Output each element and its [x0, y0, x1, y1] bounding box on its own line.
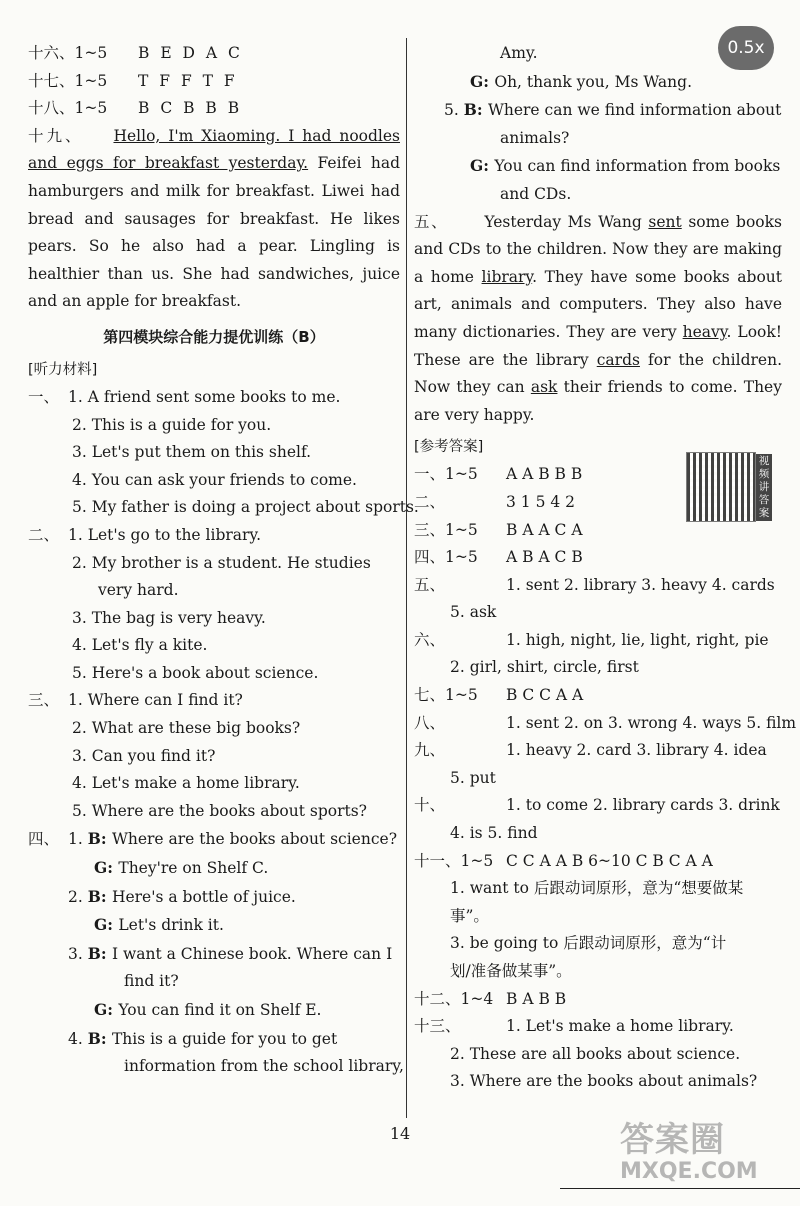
answer-label: 六、: [414, 630, 446, 649]
dialogue-text: find it?: [124, 972, 179, 991]
answer-value: 2. girl, shirt, circle, first: [450, 658, 639, 677]
answer-value: A A B B B: [506, 465, 583, 484]
answer-value: 1. heavy 2. card 3. library 4. idea: [506, 741, 767, 760]
answer-label: 十一、1~5: [414, 851, 494, 870]
speaker: B:: [87, 886, 112, 906]
listening-line: [28, 743, 400, 771]
listening-text: 3. The bag is very heavy.: [72, 608, 266, 627]
answer-line: [414, 903, 782, 931]
dialogue-line: [28, 968, 400, 996]
dialogue-line: [28, 911, 400, 940]
dialogue-line: [414, 125, 782, 153]
answer-label: 十、: [414, 796, 446, 815]
answer-line: [414, 1041, 782, 1069]
listening-text: 1. Let's go to the library.: [68, 525, 262, 544]
listening-text: 1. A friend sent some books to me.: [68, 387, 341, 406]
listening-line: [28, 494, 419, 522]
top-answers: [28, 40, 400, 123]
listening-text: 1. Where can I find it?: [68, 691, 243, 710]
answer-label: 十八、1~5: [28, 99, 108, 118]
dialogue-text: Here's a bottle of juice.: [111, 887, 296, 906]
qr-label: 视频讲答案: [756, 454, 772, 521]
section-label: 五、: [414, 212, 449, 231]
answer-line: [414, 599, 782, 627]
listening-text: 5. Here's a book about science.: [72, 663, 319, 682]
listening-line: [28, 660, 400, 688]
watermark-url: MXQE.COM: [620, 1159, 758, 1184]
right-column: [414, 40, 797, 1096]
listening-line: [28, 687, 400, 715]
speaker: B:: [87, 1028, 112, 1048]
watermark-text: 答案圈: [620, 1120, 725, 1160]
answer-value: 1. to come 2. library cards 3. drink: [506, 796, 780, 815]
answer-label: 二、: [414, 492, 446, 511]
underlined-word: sent: [648, 212, 682, 231]
answer-line: [414, 627, 782, 655]
answer-line: [414, 958, 782, 986]
listening-line: [28, 715, 400, 743]
answer-line: [414, 710, 797, 738]
answer-line: [28, 40, 400, 68]
answer-line: [414, 792, 782, 820]
speaker: G:: [470, 71, 495, 91]
answer-label: 五、: [414, 575, 446, 594]
passage-text: . Look! These are the library: [414, 322, 782, 369]
dialogue-text: I want a Chinese book. Where can I: [111, 944, 393, 963]
passage-text: Feifei had hamburgers and milk for breakfast. Liwei had bread and sausages for breakfast. He likes pears. So he also had a pear. Lingling is healthier than us. She had sandwiches, juice and an apple for breakfast.: [28, 154, 400, 311]
listening-part-1: [28, 384, 419, 522]
listening-line: [28, 550, 400, 578]
dialogue-text: They're on Shelf C.: [118, 859, 269, 878]
section-label: 三、: [28, 691, 60, 710]
answer-label: 九、: [414, 741, 446, 760]
dialogue-line: [414, 152, 782, 181]
underlined-sentence: Hello, I'm Xiaoming. I had noodles: [113, 126, 400, 145]
listening-line: [28, 632, 400, 660]
column-divider: [406, 38, 407, 1118]
dialogue-line: [28, 1025, 400, 1054]
answer-value: 5. put: [450, 768, 496, 787]
answer-line: [28, 95, 400, 123]
dialogue-text: information from the school library,: [124, 1057, 404, 1076]
listening-text: 2. My brother is a student. He studies: [72, 553, 371, 572]
answer-line: [414, 875, 782, 903]
listening-part-4: [28, 825, 404, 1080]
passage-text: Yesterday Ms Wang: [484, 212, 649, 231]
dialogue-line: [28, 825, 400, 854]
playback-speed-badge[interactable]: 0.5x: [718, 26, 774, 70]
answer-value: B C C A A: [506, 686, 584, 705]
dialogue-text: You can find it on Shelf E.: [118, 1001, 322, 1019]
listening-line: [28, 605, 400, 633]
dialogue-text: Amy.: [500, 44, 538, 62]
answer-value: 3. be going to 后跟动词原形，意为“计: [450, 934, 727, 953]
item-number: 1.: [68, 830, 88, 849]
answer-label: 一、1~5: [414, 465, 478, 484]
answer-label: 七、1~5: [414, 686, 478, 705]
page-number: 14: [389, 1124, 411, 1143]
answer-label: 三、1~5: [414, 520, 478, 539]
answer-value: C C A A B 6~10 C B C A A: [506, 851, 713, 870]
answer-label: 十二、1~4: [414, 989, 494, 1008]
answer-value: B A A C A: [506, 520, 583, 539]
item-number: 5.: [444, 101, 464, 120]
five-passage: [414, 209, 782, 430]
answer-line: [414, 820, 782, 848]
listening-text: 3. Let's put them on this shelf.: [72, 443, 312, 462]
section-label: 一、: [28, 387, 60, 406]
listening-text: 4. Let's make a home library.: [72, 774, 300, 793]
listening-text: 2. What are these big books?: [72, 719, 301, 738]
listening-line: [28, 467, 400, 495]
answer-line: [414, 848, 782, 876]
answer-key: [414, 461, 797, 1096]
speaker: G:: [94, 858, 119, 878]
dialogue-text: animals?: [500, 128, 570, 147]
speaker: G:: [94, 1000, 119, 1019]
underlined-word: library: [481, 267, 533, 286]
listening-line: [28, 439, 400, 467]
qr-code-icon[interactable]: [686, 452, 756, 522]
nineteen-passage: [28, 123, 400, 316]
dialogue-text: Where can we find information about: [487, 101, 782, 120]
answer-value: 1. want to 后跟动词原形，意为“想要做某: [450, 879, 744, 898]
underlined-word: cards: [596, 350, 640, 369]
dialogue-text: Let's drink it.: [118, 916, 224, 935]
listening-line: [28, 384, 400, 412]
answer-line: [414, 765, 782, 793]
answer-value: B A B B: [506, 989, 567, 1008]
answer-line: [414, 1068, 782, 1096]
answer-value: B C B B B: [138, 99, 243, 118]
answer-line: [414, 544, 782, 572]
listening-line: [28, 412, 400, 440]
answer-label: 十三、: [414, 1017, 461, 1036]
answer-value: 2. These are all books about science.: [450, 1044, 741, 1063]
speaker: G:: [94, 915, 119, 935]
listening-text: 3. Can you find it?: [72, 746, 216, 765]
dialogue-line: [414, 181, 782, 209]
underlined-word: ask: [530, 378, 558, 397]
dialogue-line: [28, 940, 400, 969]
dialogue-line: [28, 996, 400, 1025]
speaker: B:: [87, 943, 112, 963]
listening-line: [28, 577, 400, 605]
dialogue-line: [28, 854, 400, 883]
listening-text: 5. Where are the books about sports?: [72, 801, 367, 820]
item-number: 2.: [68, 887, 88, 906]
dialogue-line: [28, 1053, 404, 1081]
answer-value: 1. high, night, lie, light, right, pie: [506, 630, 769, 649]
answer-value: T F F T F: [138, 71, 238, 90]
listening-part-2: [28, 522, 400, 688]
underlined-sentence: and eggs for breakfast yesterday.: [28, 154, 309, 173]
passage-text: . They have some books about art, animals and computers. They also have many dictionaries. They are very: [414, 267, 783, 341]
passage-text: for the children. Now they can: [414, 350, 782, 397]
item-number: 4.: [68, 1029, 88, 1048]
answer-value: B E D A C: [138, 44, 243, 62]
dialogue-text: Oh, thank you, Ms Wang.: [494, 72, 692, 91]
underlined-word: heavy: [682, 322, 727, 341]
answer-line: [414, 654, 782, 682]
listening-text: 5. My father is doing a project about sports.: [72, 498, 419, 517]
answer-line: [414, 572, 782, 600]
answer-value: 事”。: [450, 906, 489, 925]
section-label: 四、: [28, 830, 60, 849]
listening-text: 4. Let's fly a kite.: [72, 636, 208, 655]
section-label: 二、: [28, 525, 60, 544]
answer-value: 1. Let's make a home library.: [506, 1017, 734, 1036]
answer-value: 4. is 5. find: [450, 824, 538, 843]
speaker: B:: [87, 829, 112, 849]
answer-value: 1. sent 2. library 3. heavy 4. cards: [506, 575, 775, 594]
passage-text: their friends to come. They are very happy.: [414, 378, 782, 424]
dialogue-line: [414, 96, 782, 125]
answers-heading: [参考答案]: [414, 439, 484, 456]
answer-value: 3. Where are the books about animals?: [450, 1072, 758, 1091]
answer-line: [414, 930, 782, 958]
answer-value: A B A C B: [506, 548, 583, 567]
dialogue-continued: [414, 40, 782, 209]
answer-line: [414, 737, 782, 765]
listening-part-3: [28, 687, 400, 825]
dialogue-text: Where are the books about science?: [111, 830, 397, 849]
answer-label: 四、1~5: [414, 548, 478, 567]
dialogue-line: [414, 40, 782, 68]
answer-value: 1. sent 2. on 3. wrong 4. ways 5. film: [506, 713, 797, 732]
answer-line: [414, 1013, 782, 1041]
dialogue-text: and CDs.: [500, 184, 572, 203]
item-number: 3.: [68, 944, 88, 963]
passage-text: some books and CDs to the children. Now they are making a home: [414, 212, 782, 286]
listening-line: [28, 522, 400, 550]
left-column: [28, 40, 419, 1081]
answer-value: 划/准备做某事”。: [450, 962, 572, 980]
watermark-logo: [620, 1112, 770, 1202]
answer-label: 八、: [414, 713, 446, 732]
dialogue-line: [28, 883, 400, 912]
section-title: 第四模块综合能力提优训练（B）: [103, 327, 325, 346]
speaker: B:: [463, 100, 488, 120]
dialogue-text: You can find information from books: [494, 157, 781, 176]
listening-line: [28, 770, 400, 798]
section-label: 十九、: [28, 126, 84, 145]
answer-value: 3 1 5 4 2: [506, 492, 576, 511]
listening-text: very hard.: [98, 581, 179, 600]
speaker: G:: [470, 156, 495, 176]
answer-value: 5. ask: [450, 603, 497, 622]
dialogue-line: [414, 68, 782, 97]
dialogue-text: This is a guide for you to get: [111, 1029, 338, 1048]
answer-label: 十七、1~5: [28, 71, 108, 90]
listening-heading: [听力材料]: [28, 361, 98, 378]
answer-line: [414, 986, 782, 1014]
answer-label: 十六、1~5: [28, 44, 108, 62]
answer-line: [28, 68, 400, 96]
listening-line: [28, 798, 400, 826]
listening-text: 2. This is a guide for you.: [72, 415, 272, 434]
answer-line: [414, 682, 782, 710]
listening-text: 4. You can ask your friends to come.: [72, 470, 357, 489]
